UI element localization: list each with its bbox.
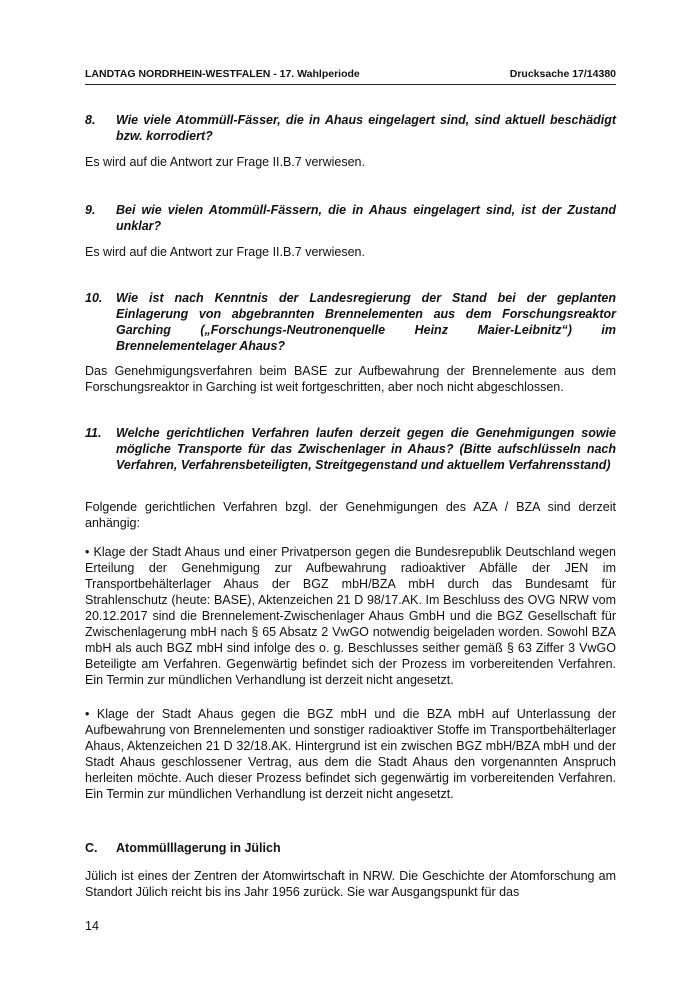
question-text: Wie viele Atommüll-Fässer, die in Ahaus eingelagert sind, sind aktuell beschädigt bzw. korrodiert? (116, 113, 616, 143)
question-11 (85, 425, 616, 473)
question-9 (85, 202, 616, 234)
answer-10: Das Genehmigungsverfahren beim BASE zur Aufbewahrung der Brennelemente aus dem Forschungsreaktor in Garching ist weit fortgeschritten, aber noch nicht abgeschlossen. (85, 364, 616, 394)
question-number: 11. (85, 426, 102, 440)
question-number: 10. (85, 291, 103, 305)
answer-9: Es wird auf die Antwort zur Frage II.B.7 verwiesen. (85, 245, 365, 259)
section-number: C. (85, 841, 98, 855)
answer-8: Es wird auf die Antwort zur Frage II.B.7 verwiesen. (85, 155, 365, 169)
header-title: LANDTAG NORDRHEIN-WESTFALEN - 17. Wahlperiode (85, 68, 360, 80)
question-8 (85, 112, 616, 144)
question-number: 9. (85, 203, 96, 217)
answer-11-bullet-1: • Klage der Stadt Ahaus und einer Privatperson gegen die Bundesrepublik Deutschland wegen Erteilung der Genehmigung zur Aufbewahrung radioaktiver Abfälle der JEN im Transportbehälterlager Ahaus der BGZ mbH/BZA mbH durch das Bundesamt für Strahlenschutz (heute: BASE), Aktenzeichen 21 D 98/17.AK. Im Beschluss des OVG NRW vom 20.12.2017 sind die Brennelement-Zwischenlager Ahaus GmbH und die BGZ Gesellschaft für Zwischenlagerung mbH nach § 65 Absatz 2 VwGO notwendig beigeladen worden. Sowohl BZA mbH als auch BGZ mbH sind infolge des o. g. Beschlusses seither gemäß § 63 Ziffer 3 VwGO Beteiligte am Verfahren. Gegenwärtig befindet sich der Prozess im vorbereitenden Verfahren. Ein Termin zur mündlichen Verhandlung ist derzeit nicht angesetzt. (85, 545, 616, 687)
section-title: Atommülllagerung in Jülich (116, 841, 281, 855)
question-number: 8. (85, 113, 96, 127)
page-number: 14 (85, 919, 99, 933)
section-c-text: Jülich ist eines der Zentren der Atomwirtschaft in NRW. Die Geschichte der Atomforschung am Standort Jülich reicht bis ins Jahr 1956 zurück. Sie war Ausgangspunkt für das (85, 869, 616, 899)
answer-11-intro: Folgende gerichtlichen Verfahren bzgl. der Genehmigungen des AZA / BZA sind derzeit anhängig: (85, 500, 616, 530)
section-c-heading (85, 841, 281, 855)
page-header (85, 68, 616, 80)
answer-11-bullet-2: • Klage der Stadt Ahaus gegen die BGZ mbH und die BZA mbH auf Unterlassung der Aufbewahrung von Brennelementen und sonstiger radioaktiver Stoffe im Transportbehälterlager Ahaus, Aktenzeichen 21 D 32/18.AK. Hintergrund ist ein zwischen BGZ mbH/BZA mbH und der Stadt Ahaus geschlossener Vertrag, aus dem die Stadt Ahaus den vorgenannten Anspruch herleiten möchte. Auch dieser Prozess befindet sich gegenwärtig im vorbereitenden Verfahren. Ein Termin zur mündlichen Verhandlung ist derzeit nicht angesetzt. (85, 707, 616, 801)
header-divider (85, 84, 616, 85)
question-10 (85, 290, 616, 354)
header-doc-number: Drucksache 17/14380 (509, 68, 616, 80)
question-text: Welche gerichtlichen Verfahren laufen derzeit gegen die Genehmigungen sowie mögliche Transporte für das Zwischenlager in Ahaus? (Bitte aufschlüsseln nach Verfahren, Verfahrensbeteiligten, Streitgegenstand und aktuellem Verfahrensstand) (116, 426, 616, 472)
question-text: Bei wie vielen Atommüll-Fässern, die in Ahaus eingelagert sind, ist der Zustand unklar? (116, 203, 616, 233)
question-text: Wie ist nach Kenntnis der Landesregierung der Stand bei der geplanten Einlagerung von abgebrannten Brennelementen aus dem Forschungsreaktor Garching („Forschungs-Neutronenquelle Heinz Maier-Leibnitz“) im Brennelementelager Ahaus? (116, 291, 616, 353)
